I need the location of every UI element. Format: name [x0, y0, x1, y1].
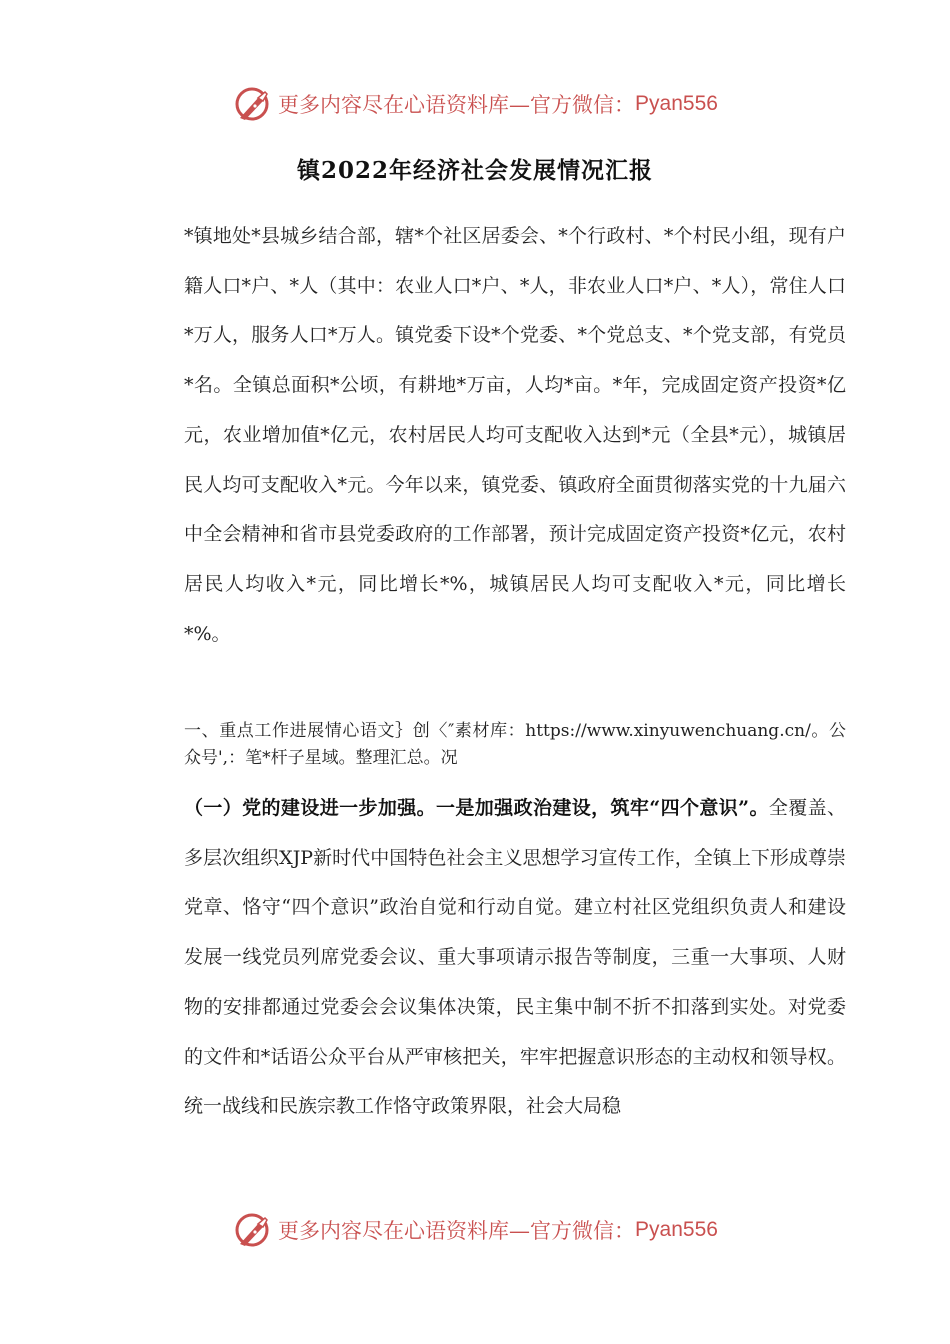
- intro-paragraph: *镇地处*县城乡结合部，辖*个社区居委会、*个行政村、*个村民小组，现有户籍人口*户、*人（其中：农业人口*户、*人，非农业人口*户、*人），常住人口*万人，服务人口*万人。镇党委下设*个党委、*个党总支、*个党支部，有党员*名。全镇总面积*公顷，有耕地*万亩，人均*亩。*年，完成固定资产投资*亿元，农业增加值*亿元，农村居民人均可支配收入达到*元（全县*元），城镇居民人均可支配收入*元。今年以来，镇党委、镇政府全面贯彻落实党的十九届六中全会精神和省市县党委政府的工作部署，预计完成固定资产投资*亿元，农村居民人均收入*元，同比增长*%，城镇居民人均可支配收入*元，同比增长*%。: [184, 225, 846, 645]
- party-building-body: 全覆盖、多层次组织XJP新时代中国特色社会主义思想学习宣传工作，全镇上下形成尊崇党章、恪守“四个意识”政治自觉和行动自觉。建立村社区党组织负责人和建设发展一线党员列席党委会议、重大事项请示报告等制度，三重一大事项、人财物的安排都通过党委会会议集体决策，民主集中制不折不扣落到实处。对党委的文件和*话语公众平台从严审核把关，牢牢把握意识形态的主动权和领导权。统一战线和民族宗教工作恪守政策界限，社会大局稳: [184, 797, 846, 1118]
- section-heading: 一、重点工作进展情心语文｝创〈″素材库：https://www.xinyuwenchuang.cn/。公众号',：笔*杆子星域。整理汇总。况: [184, 721, 846, 768]
- document-title: 镇2022年经济社会发展情况汇报: [296, 157, 653, 184]
- watermark-account: Pyan556: [635, 1218, 718, 1241]
- watermark-footer: [0, 1208, 950, 1252]
- watermark-header: [0, 82, 950, 126]
- watermark-account: Pyan556: [635, 92, 718, 115]
- party-building-lead: （一）党的建设进一步加强。一是加强政治建设，筑牢“四个意识”。: [184, 797, 769, 819]
- pen-nib-logo-icon: [232, 1210, 272, 1250]
- pen-nib-logo-icon: [232, 84, 272, 124]
- watermark-text: 更多内容尽在心语资料库—官方微信：: [278, 1219, 636, 1243]
- party-building-paragraph: [146, 784, 846, 1132]
- watermark-text: 更多内容尽在心语资料库—官方微信：: [278, 93, 636, 117]
